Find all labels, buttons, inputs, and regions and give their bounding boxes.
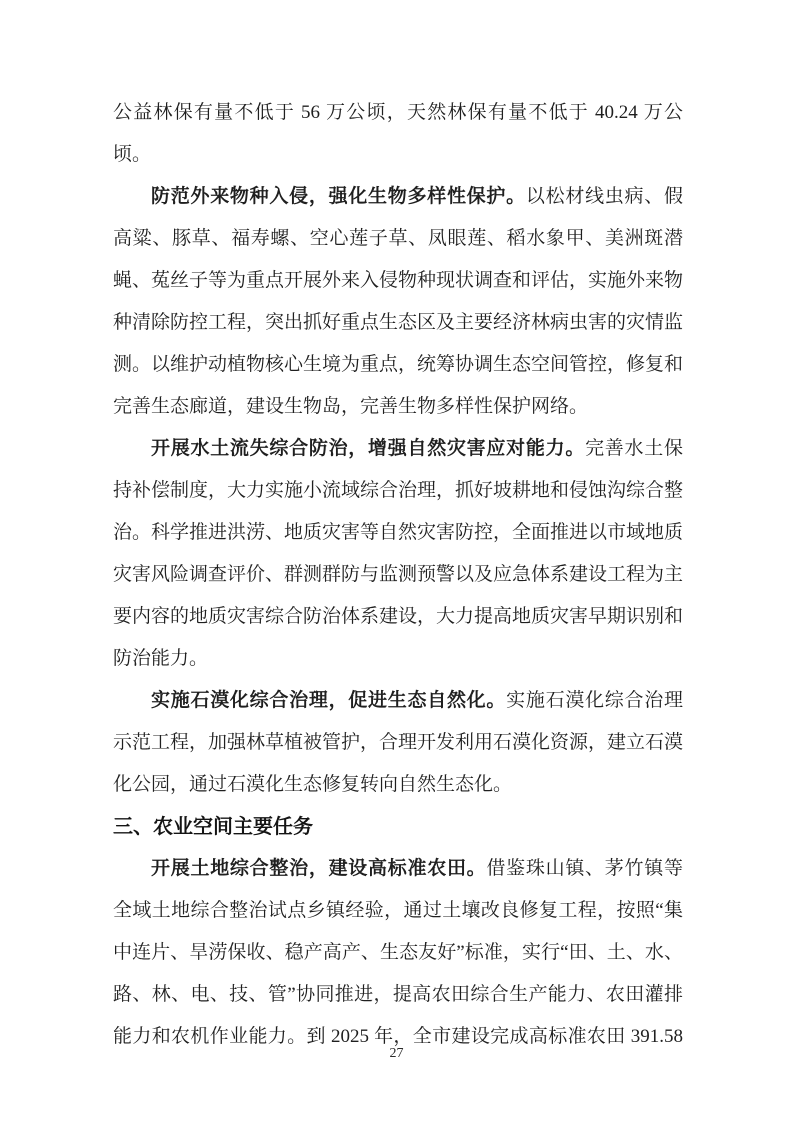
paragraph-soil-erosion	[113, 428, 683, 680]
paragraph-biodiversity	[113, 176, 683, 428]
paragraph-text: 公益林保有量不低于 56 万公顷，天然林保有量不低于 40.24 万公顷。	[113, 102, 683, 165]
paragraph-continuation	[113, 92, 683, 176]
paragraph-lead: 开展水土流失综合防治，增强自然灾害应对能力。	[151, 438, 586, 459]
page-number: 27	[389, 1046, 404, 1061]
paragraph-lead: 防范外来物种入侵，强化生物多样性保护。	[151, 186, 526, 207]
paragraph-body: 完善水土保持补偿制度，大力实施小流域综合治理，抓好坡耕地和侵蚀沟综合整治。科学推进洪涝、地质灾害等自然灾害防控，全面推进以市域地质灾害风险调查评价、群测群防与监测预警以及应急体系建设工程为主要内容的地质灾害综合防治体系建设，大力提高地质灾害早期识别和防治能力。	[113, 438, 684, 669]
paragraph-lead: 开展土地综合整治，建设高标准农田。	[151, 858, 487, 879]
paragraph-land-consolidation	[113, 848, 683, 1058]
paragraph-lead: 实施石漠化综合治理，促进生态自然化。	[151, 690, 507, 711]
paragraph-rocky-desertification	[113, 680, 683, 806]
paragraph-body: 以松材线虫病、假高粱、豚草、福寿螺、空心莲子草、凤眼莲、稻水象甲、美洲斑潜蝇、菟丝子等为重点开展外来入侵物种现状调查和评估，实施外来物种清除防控工程，突出抓好重点生态区及主要经济林病虫害的灾情监测。以维护动植物核心生境为重点，统筹协调生态空间管控，修复和完善生态廊道，建设生物岛，完善生物多样性保护网络。	[113, 186, 684, 417]
paragraph-body: 实施石漠化综合治理示范工程，加强林草植被管护，合理开发利用石漠化资源，建立石漠化公园，通过石漠化生态修复转向自然生态化。	[113, 690, 684, 795]
paragraph-body: 借鉴珠山镇、茅竹镇等全域土地综合整治试点乡镇经验，通过土壤改良修复工程，按照“集中连片、旱涝保收、稳产高产、生态友好”标准，实行“田、土、水、路、林、电、技、管”协同推进，提高农田综合生产能力、农田灌排能力和农机作业能力。到 2025 年，全市建设完成高标准农田 391.58	[113, 858, 683, 1047]
section-heading: 三、农业空间主要任务	[113, 816, 313, 838]
